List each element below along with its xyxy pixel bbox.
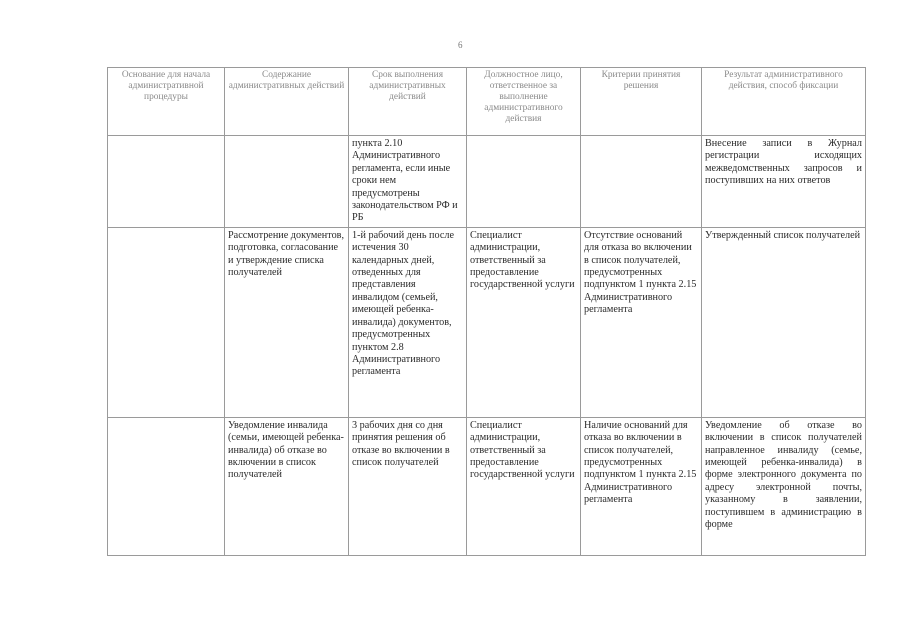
table-cell (225, 136, 349, 228)
table-cell (581, 136, 702, 228)
table-cell: Специалист администрации, ответственный за предоставление государственной услуги (467, 227, 581, 417)
header-basis: Основание для начала административной процедуры (108, 68, 225, 136)
table-cell: Уведомление инвалида (семьи, имеющей ребенка-инвалида) об отказе во включении в список получателей (225, 417, 349, 555)
table-cell: Рассмотрение документов, подготовка, согласование и утверждение списка получателей (225, 227, 349, 417)
table-cell: 1-й рабочий день после истечения 30 календарных дней, отведенных для представления инвалидом (семьей, имеющей ребенка-инвалида) документов, предусмотренных пунктом 2.8 Административного регламента (349, 227, 467, 417)
table-cell (108, 136, 225, 228)
page-number: 6 (458, 40, 463, 50)
header-deadline: Срок выполнения административных действий (349, 68, 467, 136)
header-responsible: Должностное лицо, ответственное за выполнение административного действия (467, 68, 581, 136)
table-cell: Наличие оснований для отказа во включении в список получателей, предусмотренных подпунктом 1 пункта 2.15 Административного регламента (581, 417, 702, 555)
table-header-row (108, 68, 866, 136)
table-cell: Внесение записи в Журнал регистрации исходящих межведомственных запросов и поступивших на них ответов (702, 136, 866, 228)
table-row (108, 417, 866, 555)
table-cell: пункта 2.10 Административного регламента, если иные сроки нем предусмотрены законодательством РФ и РБ (349, 136, 467, 228)
table-cell: 3 рабочих дня со дня принятия решения об отказе во включении в список получателей (349, 417, 467, 555)
header-criteria: Критерии принятия решения (581, 68, 702, 136)
table-cell: Уведомление об отказе во включении в список получателей направленное инвалиду (семье, имеющей ребенка-инвалида) в форме электронного документа по адресу электронной почты, указанному в заявлении, поступившем в администрацию в форме (702, 417, 866, 555)
table-cell: Отсутствие оснований для отказа во включении в список получателей, предусмотренных подпунктом 1 пункта 2.15 Административного регламента (581, 227, 702, 417)
table-cell (108, 227, 225, 417)
table-row (108, 136, 866, 228)
table-cell (108, 417, 225, 555)
table-cell (467, 136, 581, 228)
procedure-table (107, 67, 866, 556)
header-result: Результат административного действия, способ фиксации (702, 68, 866, 136)
header-content: Содержание административных действий (225, 68, 349, 136)
table-row (108, 227, 866, 417)
table-cell: Специалист администрации, ответственный за предоставление государственной услуги (467, 417, 581, 555)
table-cell: Утвержденный список получателей (702, 227, 866, 417)
